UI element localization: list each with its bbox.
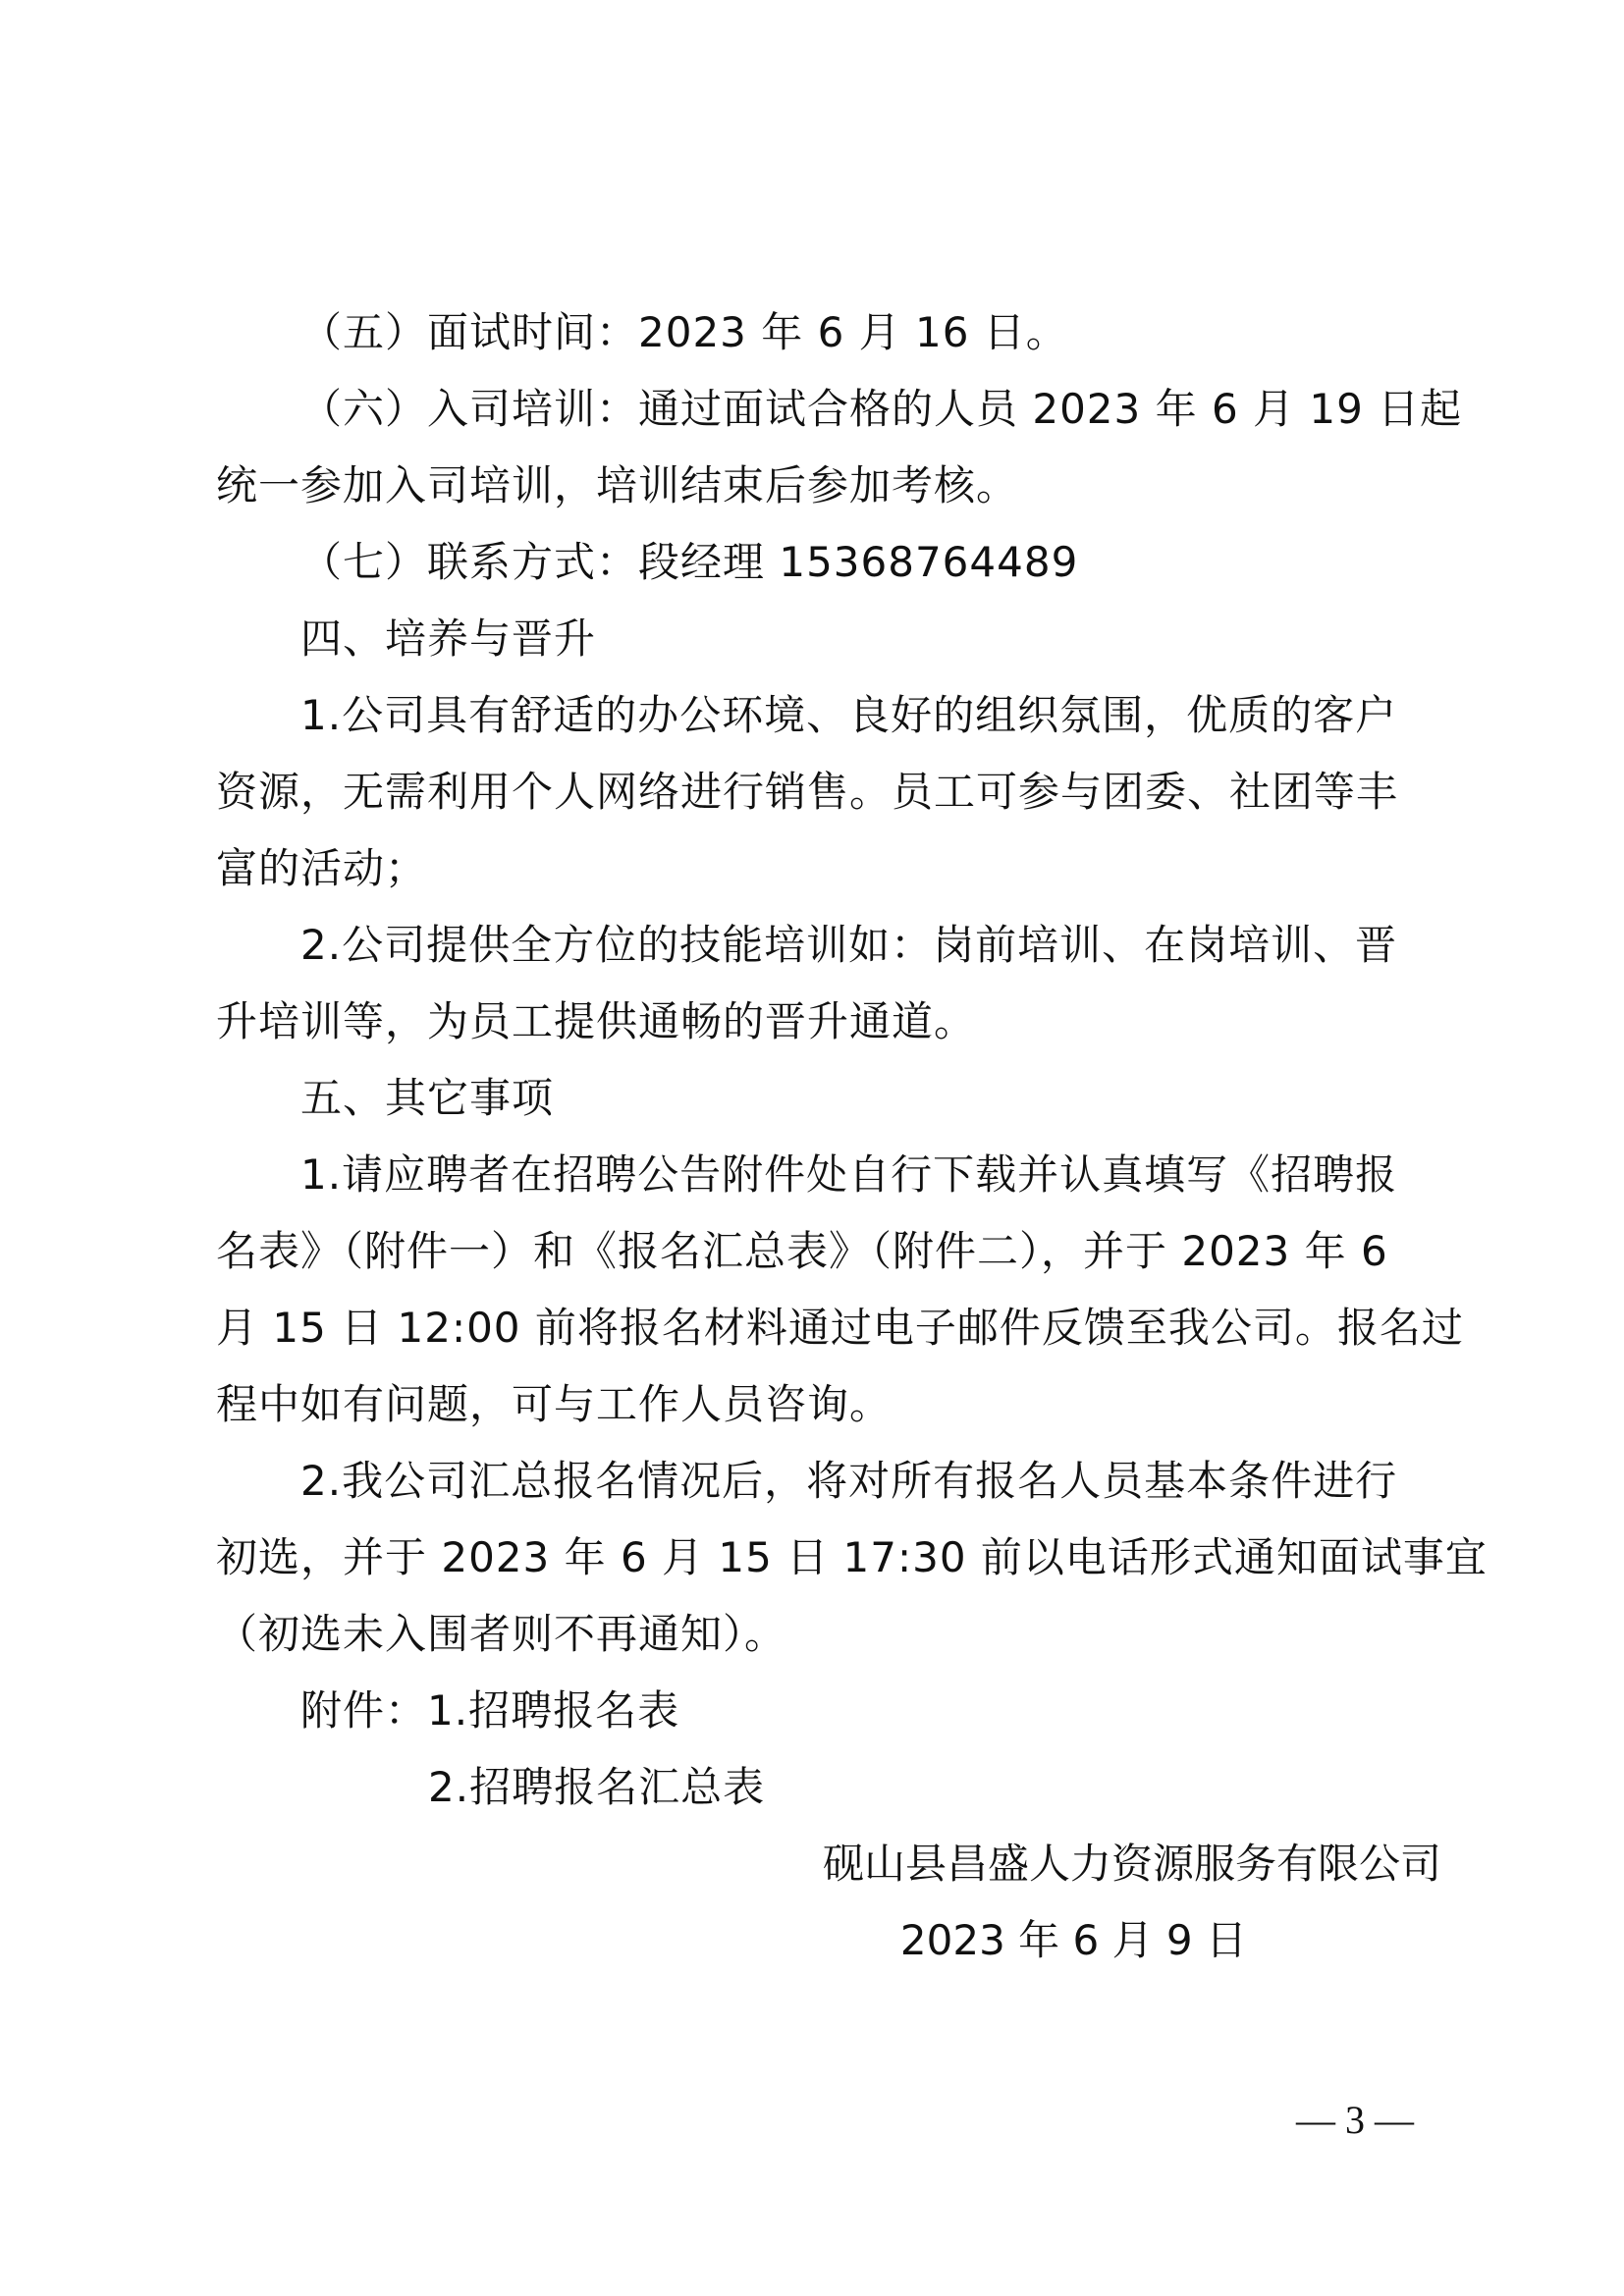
other-item-1-line-4: 程中如有问题，可与工作人员咨询。 [216, 1380, 893, 1428]
promotion-item-1-line-1: 1.公司具有舒适的办公环境、良好的组织氛围，优质的客户 [300, 691, 1398, 739]
interview-time-line: （五）面试时间：2023 年 6 月 16 日。 [300, 308, 1068, 356]
promotion-item-2-line-2: 升培训等，为员工提供通畅的晋升通道。 [216, 997, 977, 1045]
attachment-line-2: 2.招聘报名汇总表 [428, 1763, 766, 1811]
onboarding-training-line-1: （六）入司培训：通过面试合格的人员 2023 年 6 月 19 日起 [300, 385, 1463, 433]
section-heading-training-promotion: 四、培养与晋升 [300, 614, 597, 663]
other-item-1-line-2: 名表》（附件一）和《报名汇总表》（附件二），并于 2023 年 6 [216, 1227, 1388, 1275]
section-heading-other-matters: 五、其它事项 [300, 1074, 555, 1122]
company-signature: 砚山县昌盛人力资源服务有限公司 [822, 1840, 1441, 1888]
attachment-line-1: 附件：1.招聘报名表 [300, 1686, 680, 1735]
onboarding-training-line-2: 统一参加入司培训，培训结束后参加考核。 [216, 461, 1019, 509]
other-item-1-line-1: 1.请应聘者在招聘公告附件处自行下载并认真填写《招聘报 [300, 1150, 1398, 1199]
other-item-2-line-3: （初选未入围者则不再通知）。 [216, 1610, 787, 1658]
document-date: 2023 年 6 月 9 日 [899, 1916, 1247, 1964]
other-item-2-line-1: 2.我公司汇总报名情况后，将对所有报名人员基本条件进行 [300, 1457, 1398, 1505]
page-number: — 3 — [1296, 2098, 1414, 2142]
promotion-item-1-line-3: 富的活动； [216, 844, 428, 892]
promotion-item-2-line-1: 2.公司提供全方位的技能培训如：岗前培训、在岗培训、晋 [300, 921, 1398, 969]
other-item-2-line-2: 初选，并于 2023 年 6 月 15 日 17:30 前以电话形式通知面试事宜 [216, 1533, 1488, 1581]
contact-line: （七）联系方式：段经理 15368764489 [300, 538, 1079, 586]
promotion-item-1-line-2: 资源，无需利用个人网络进行销售。员工可参与团委、社团等丰 [216, 768, 1399, 816]
other-item-1-line-3: 月 15 日 12:00 前将报名材料通过电子邮件反馈至我公司。报名过 [216, 1304, 1464, 1352]
